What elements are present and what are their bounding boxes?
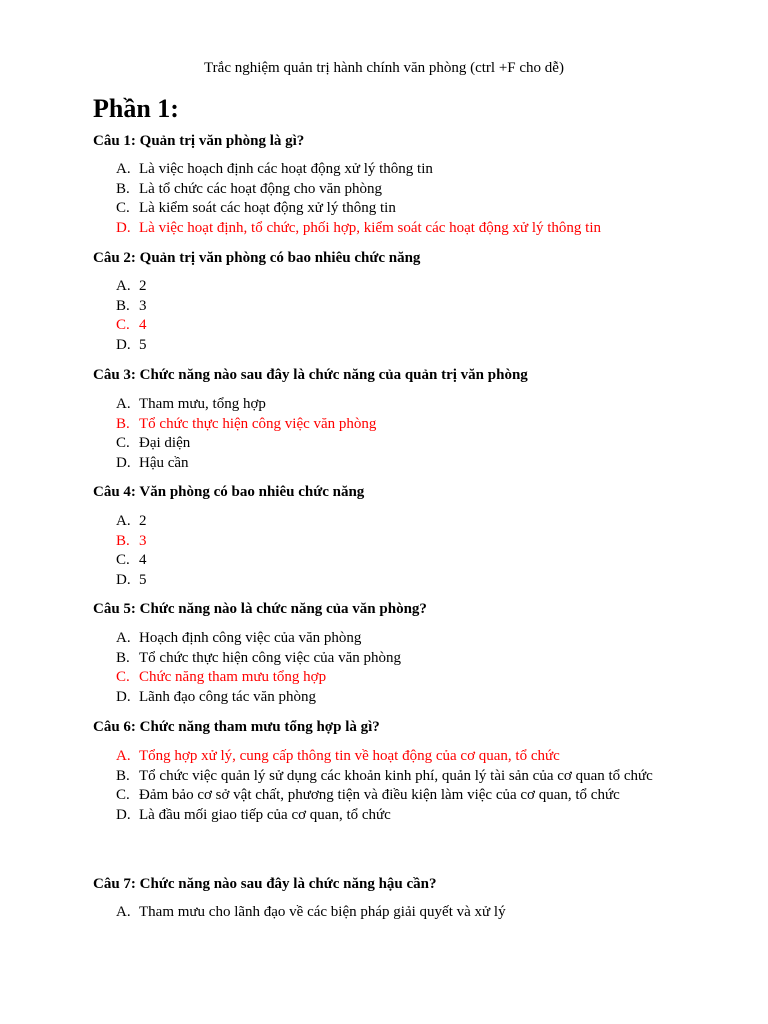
option — [93, 629, 673, 649]
option-letter: B. — [116, 297, 130, 314]
option-text: 5 — [139, 336, 147, 353]
option-letter: B. — [116, 767, 130, 784]
option-text: Là tổ chức các hoạt động cho văn phòng — [139, 180, 383, 197]
option-letter: D. — [116, 688, 131, 705]
option-letter: D. — [116, 806, 131, 823]
option — [93, 180, 673, 200]
option — [93, 688, 673, 708]
option-letter: D. — [116, 454, 131, 471]
option-letter: B. — [116, 180, 130, 197]
option-text: 5 — [139, 571, 147, 588]
option-text: Đảm bảo cơ sở vật chất, phương tiện và điều kiện làm việc của cơ quan, tổ chức — [139, 787, 620, 804]
option-text: Đại diện — [139, 435, 191, 452]
option — [93, 160, 673, 180]
option — [93, 395, 673, 415]
option-letter: C. — [116, 435, 130, 452]
question-3-options — [93, 395, 673, 473]
option-text: 4 — [139, 317, 147, 334]
option — [93, 454, 673, 474]
option-text: 3 — [139, 532, 147, 549]
option-letter: A. — [116, 904, 131, 920]
option — [93, 649, 673, 669]
question-4-options — [93, 512, 673, 590]
question-2: Câu 2: Quản trị văn phòng có bao nhiêu chức năng — [93, 250, 421, 266]
option-text: Tổ chức việc quản lý sử dụng các khoản kinh phí, quản lý tài sản của cơ quan tổ chức — [139, 767, 653, 784]
option — [93, 668, 673, 688]
option — [93, 532, 673, 552]
option — [93, 806, 673, 826]
question-7: Câu 7: Chức năng nào sau đây là chức năng hậu cần? — [93, 876, 437, 892]
option-text: Là việc hoạt định, tổ chức, phối hợp, kiểm soát các hoạt động xử lý thông tin — [139, 219, 602, 236]
option-letter: B. — [116, 649, 130, 666]
option-text: Tổ chức thực hiện công việc văn phòng — [139, 415, 377, 432]
option-text: Tham mưu, tổng hợp — [139, 396, 266, 412]
option-letter: C. — [116, 669, 130, 686]
option-text: Tham mưu cho lãnh đạo về các biện pháp giải quyết và xử lý — [139, 904, 506, 920]
option-letter: D. — [116, 219, 131, 236]
option-letter: D. — [116, 336, 131, 353]
option-text: Hậu cần — [139, 454, 189, 471]
option-letter: C. — [116, 552, 130, 569]
option — [93, 199, 673, 219]
option-letter: A. — [116, 396, 131, 412]
question-3: Câu 3: Chức năng nào sau đây là chức năng của quản trị văn phòng — [93, 367, 528, 383]
option — [93, 434, 673, 454]
option — [93, 747, 673, 767]
option-letter: A. — [116, 513, 131, 529]
option-text: Tổng hợp xử lý, cung cấp thông tin về hoạt động của cơ quan, tổ chức — [139, 748, 560, 764]
option-letter: B. — [116, 532, 130, 549]
option-text: Hoạch định công việc của văn phòng — [139, 630, 362, 646]
option — [93, 415, 673, 435]
option — [93, 316, 673, 336]
option-text: 3 — [139, 297, 147, 314]
option-text: Là việc hoạch định các hoạt động xử lý thông tin — [139, 161, 433, 177]
option-text: 2 — [139, 278, 147, 294]
question-7-options — [93, 903, 673, 923]
section-heading: Phần 1: — [93, 94, 179, 123]
question-5-options — [93, 629, 673, 707]
option-text: Là kiểm soát các hoạt động xử lý thông tin — [139, 200, 396, 217]
option-text: Chức năng tham mưu tổng hợp — [139, 669, 327, 686]
option-letter: D. — [116, 571, 131, 588]
option — [93, 767, 673, 787]
option — [93, 551, 673, 571]
option-text: Là đầu mối giao tiếp của cơ quan, tổ chức — [139, 806, 391, 823]
question-6: Câu 6: Chức năng tham mưu tổng hợp là gì? — [93, 719, 380, 735]
question-2-options — [93, 277, 673, 355]
option-letter: C. — [116, 787, 130, 804]
question-1-options — [93, 160, 673, 238]
question-4: Câu 4: Văn phòng có bao nhiêu chức năng — [93, 484, 365, 500]
option — [93, 336, 673, 356]
question-6-options — [93, 747, 673, 825]
option-letter: A. — [116, 748, 131, 764]
option-text: 4 — [139, 552, 147, 569]
option — [93, 277, 673, 297]
option-letter: A. — [116, 161, 131, 177]
option — [93, 786, 673, 806]
option — [93, 903, 673, 923]
option-letter: C. — [116, 200, 130, 217]
option — [93, 571, 673, 591]
option-letter: B. — [116, 415, 130, 432]
question-1: Câu 1: Quản trị văn phòng là gì? — [93, 133, 305, 149]
document-title: Trắc nghiệm quản trị hành chính văn phòng (ctrl +F cho dễ) — [204, 60, 564, 76]
option — [93, 219, 673, 239]
option-letter: C. — [116, 317, 130, 334]
option — [93, 297, 673, 317]
option-text: Tổ chức thực hiện công việc của văn phòng — [139, 649, 402, 666]
option-text: Lãnh đạo công tác văn phòng — [139, 688, 317, 705]
question-5: Câu 5: Chức năng nào là chức năng của văn phòng? — [93, 601, 427, 617]
option — [93, 512, 673, 532]
option-text: 2 — [139, 513, 147, 529]
option-letter: A. — [116, 278, 131, 294]
option-letter: A. — [116, 630, 131, 646]
